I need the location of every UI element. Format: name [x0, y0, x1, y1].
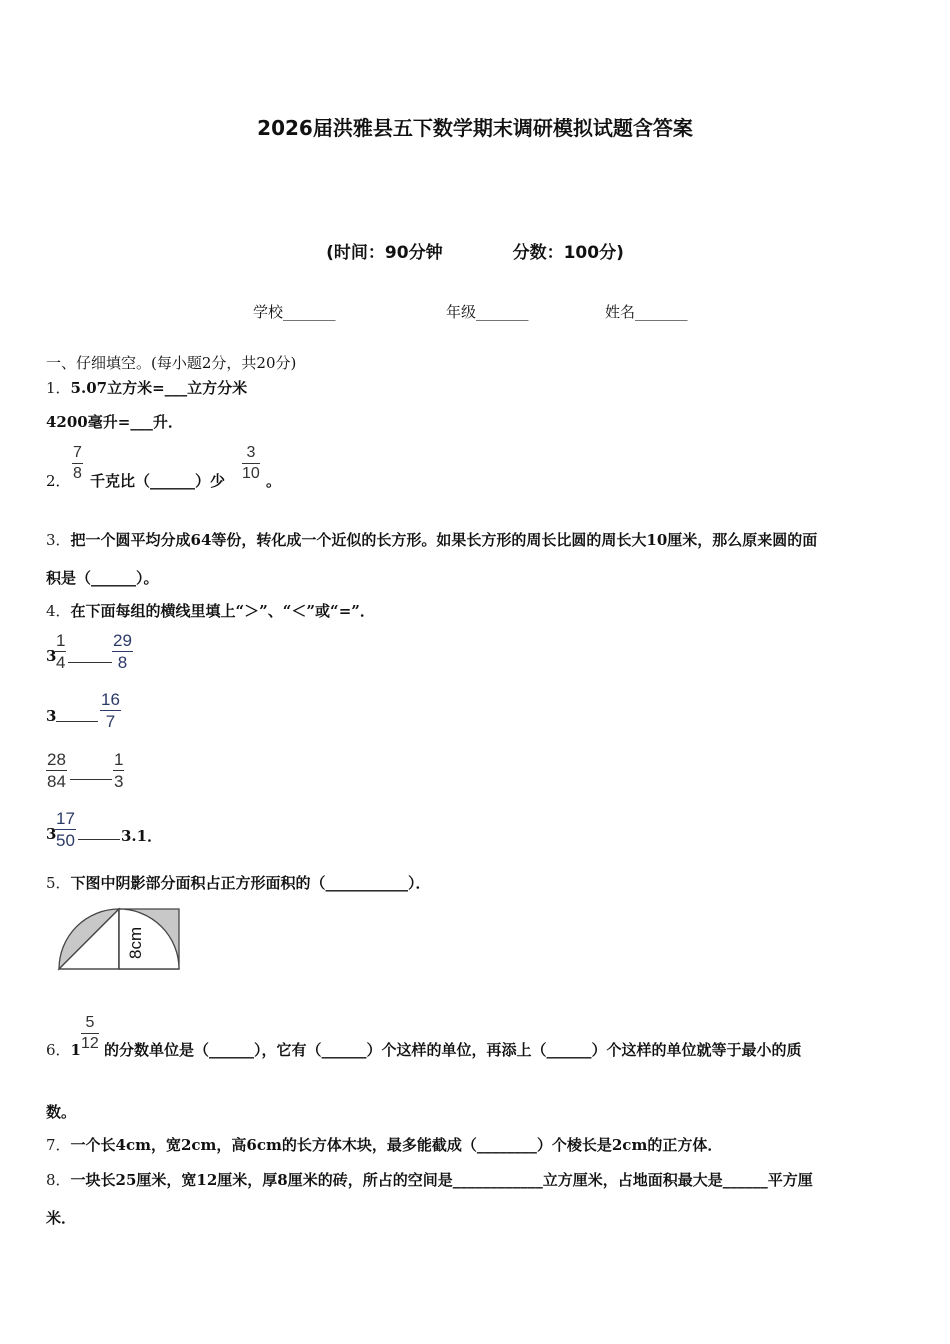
- section-heading: 一、仔细填空。(每小题2分，共20分): [46, 354, 297, 372]
- answer-blank[interactable]: [56, 721, 98, 722]
- question-2-text: 千克比（______）少: [90, 472, 226, 490]
- question-6-line-2: 数。: [46, 1103, 77, 1121]
- question-1: [46, 377, 247, 398]
- question-text: 一块长25厘米，宽12厘米，厚8厘米的砖，所占的空间是____________立方厘米，占地面积最大是______平方厘: [70, 1171, 813, 1189]
- fraction: $\frac{28}{84}$: [47, 750, 66, 791]
- fraction: $\frac{29}{8}$: [113, 631, 132, 672]
- question-4: [46, 600, 375, 621]
- question-7: [46, 1134, 722, 1155]
- whole-number: 3: [46, 825, 57, 843]
- question-text: 一个长4cm，宽2cm，高6cm的长方体木块，最多能截成（________）个棱长是2cm的正方体．: [70, 1136, 723, 1154]
- school-field: 学校_______: [253, 303, 336, 321]
- shaded-square-figure: [55, 905, 183, 973]
- fraction: $\frac{7}{8}$: [73, 444, 82, 482]
- comparison-value: 3.1．: [121, 827, 163, 845]
- question-1-line-2: 4200毫升=___升．: [46, 413, 183, 431]
- question-text: 把一个圆平均分成64等份，转化成一个近似的长方形。如果长方形的周长比圆的周长大10厘米，那么原来圆的面: [70, 531, 818, 549]
- grade-field: 年级_______: [446, 303, 529, 321]
- question-6-text: 的分数单位是（______），它有（______）个这样的单位，再添上（______）个这样的单位就等于最小的质: [104, 1041, 802, 1059]
- whole-number: 3: [46, 707, 57, 725]
- question-text: 5.07立方米=___立方分米: [70, 379, 248, 397]
- question-number: 5．: [46, 874, 71, 892]
- question-8: [46, 1169, 813, 1190]
- answer-blank[interactable]: [68, 662, 112, 663]
- time-limit: (时间：90分钟: [326, 243, 443, 263]
- answer-blank[interactable]: [70, 779, 112, 780]
- question-number: 7．: [46, 1136, 71, 1154]
- page-title: 2026届洪雅县五下数学期末调研模拟试题含答案: [257, 116, 693, 140]
- fraction: $\frac{16}{7}$: [101, 690, 120, 731]
- exam-meta: [0, 238, 950, 263]
- fraction: $\frac{5}{12}$: [81, 1014, 99, 1052]
- question-2-number: 2．: [46, 472, 71, 490]
- question-number: 8．: [46, 1171, 71, 1189]
- question-3-line-2: 积是（______）。: [46, 569, 159, 587]
- fraction: $\frac{1}{3}$: [114, 750, 124, 791]
- whole-number: 3: [46, 647, 57, 665]
- question-8-line-2: 米．: [46, 1209, 77, 1227]
- question-number: 4．: [46, 602, 71, 620]
- name-field: 姓名_______: [605, 303, 688, 321]
- fraction: $\frac{3}{10}$: [242, 444, 260, 482]
- side-length-label: 8cm: [126, 926, 145, 959]
- question-text: 在下面每组的横线里填上“＞”、“＜”或“=”．: [70, 602, 375, 620]
- question-3: [46, 529, 817, 550]
- question-5: [46, 872, 431, 893]
- question-number: 3．: [46, 531, 71, 549]
- total-score: 分数：100分): [512, 243, 624, 263]
- question-text: 下图中阴影部分面积占正方形面积的（___________）．: [70, 874, 431, 892]
- fraction: $\frac{17}{50}$: [56, 809, 75, 850]
- fraction: $\frac{1}{4}$: [56, 631, 66, 672]
- question-6-number: 6．1: [46, 1041, 81, 1059]
- answer-blank[interactable]: [78, 839, 120, 840]
- question-2-end: 。: [266, 472, 282, 490]
- question-number: 1．: [46, 379, 71, 397]
